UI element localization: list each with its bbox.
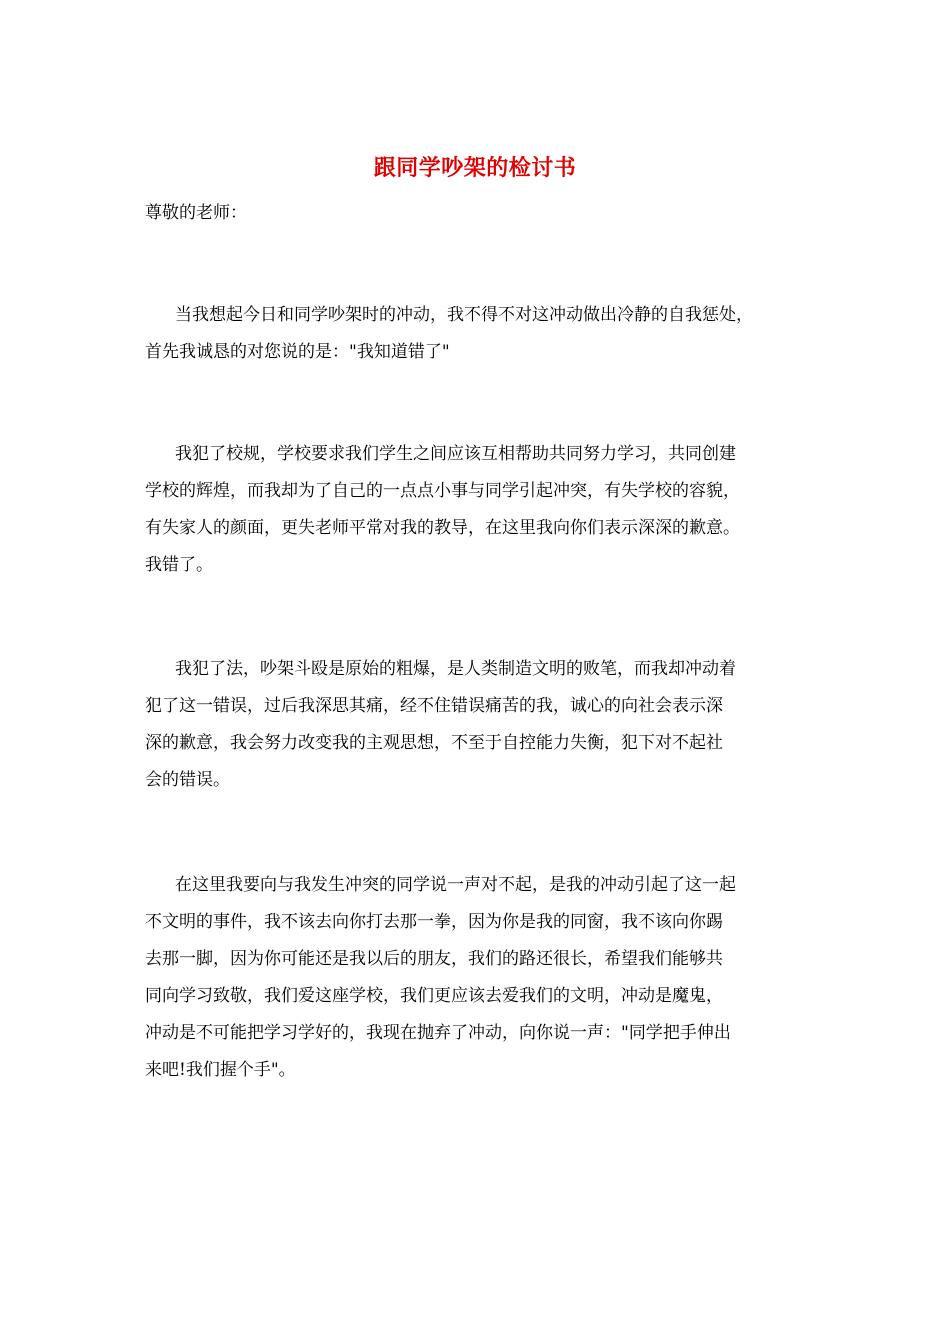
paragraph-line: 犯了这一错误，过后我深思其痛，经不住错误痛苦的我，诚心的向社会表示深 [145, 696, 723, 716]
paragraph-line: 学校的辉煌，而我却为了自己的一点点小事与同学引起冲突，有失学校的容貌， [145, 481, 740, 501]
paragraph-line: 去那一脚，因为你可能还是我以后的朋友，我们的路还很长，希望我们能够共 [145, 949, 723, 969]
paragraph-line: 首先我诚恳的对您说的是："我知道错了" [145, 342, 450, 362]
paragraph-line: 深的歉意，我会努力改变我的主观思想，不至于自控能力失衡，犯下对不起社 [145, 733, 723, 753]
paragraph-line: 当我想起今日和同学吵架时的冲动，我不得不对这冲动做出冷静的自我惩处， [175, 305, 753, 325]
paragraph-line: 同向学习致敬，我们爱这座学校，我们更应该去爱我们的文明，冲动是魔鬼， [145, 986, 723, 1006]
paragraph-line: 有失家人的颜面，更失老师平常对我的教导，在这里我向你们表示深深的歉意。 [145, 518, 740, 538]
document-title: 跟同学吵架的检讨书 [373, 155, 577, 181]
paragraph-line: 在这里我要向与我发生冲突的同学说一声对不起，是我的冲动引起了这一起 [175, 875, 736, 895]
paragraph-4 [145, 867, 813, 1089]
paragraph-line: 我犯了法，吵架斗殴是原始的粗爆，是人类制造文明的败笔，而我却冲动着 [175, 659, 736, 679]
paragraph-line: 冲动是不可能把学习学好的，我现在抛弃了冲动，向你说一声："同学把手伸出 [145, 1023, 731, 1043]
paragraph-line: 会的错误。 [145, 770, 230, 790]
paragraph-2 [145, 436, 813, 584]
paragraph-3 [145, 651, 813, 799]
paragraph-line: 我错了。 [145, 555, 213, 575]
paragraph-line: 我犯了校规，学校要求我们学生之间应该互相帮助共同努力学习，共同创建 [175, 444, 736, 464]
paragraph-line: 不文明的事件，我不该去向你打去那一拳，因为你是我的同窗，我不该向你踢 [145, 912, 723, 932]
paragraph-line: 来吧!我们握个手"。 [145, 1060, 296, 1080]
paragraph-1 [145, 297, 813, 371]
salutation: 尊敬的老师： [145, 203, 247, 223]
